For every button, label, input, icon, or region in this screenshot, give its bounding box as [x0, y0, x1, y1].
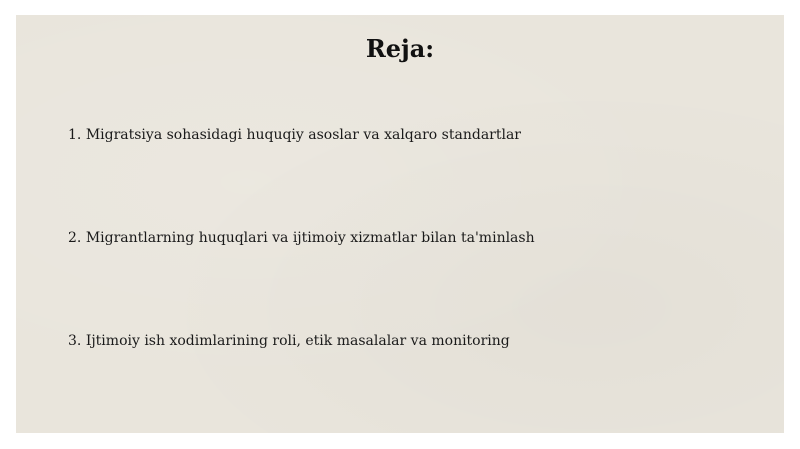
- plan-item-text: Migrantlarning huquqlari va ijtimoiy xizmatlar bilan ta'minlash: [85, 230, 535, 246]
- plan-item-2: [68, 231, 768, 245]
- plan-item-3: [68, 334, 768, 348]
- plan-item-number: 3.: [68, 333, 82, 349]
- plan-item-number: 1.: [68, 127, 82, 143]
- slide: [16, 15, 784, 433]
- plan-item-1: [68, 128, 768, 142]
- plan-item-number: 2.: [68, 230, 82, 246]
- plan-item-text: Migratsiya sohasidagi huquqiy asoslar va xalqaro standartlar: [85, 127, 522, 143]
- plan-item-text: Ijtimoiy ish xodimlarining roli, etik masalalar va monitoring: [85, 333, 510, 349]
- slide-title: Reja:: [365, 34, 435, 63]
